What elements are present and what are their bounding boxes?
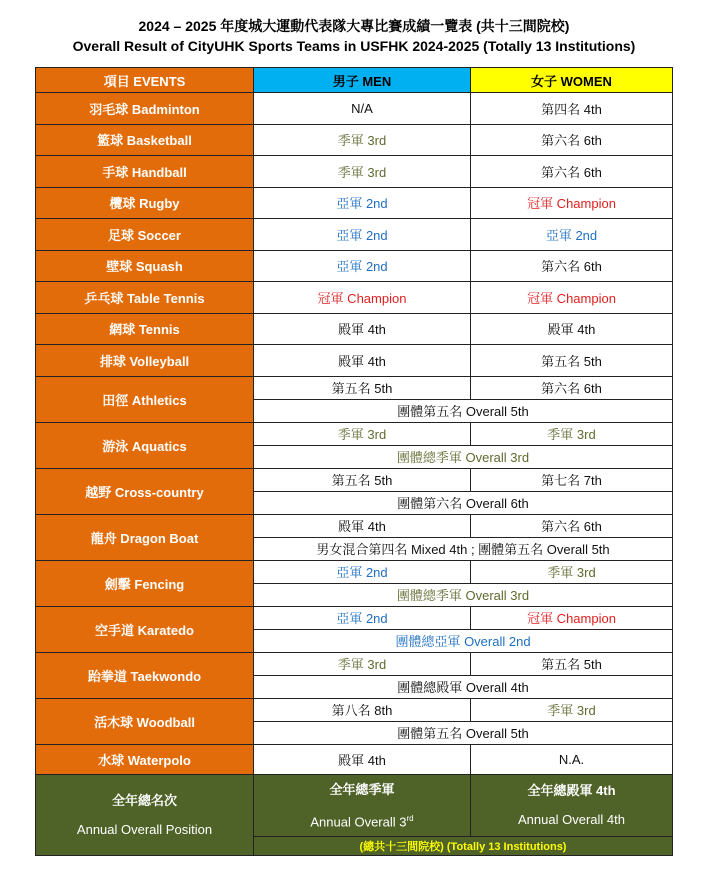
table-row bbox=[36, 219, 673, 251]
men-result: 殿軍 4th bbox=[254, 744, 471, 774]
event-name: 水球 Waterpolo bbox=[36, 744, 254, 774]
footer-note: (總共十三間院校) (Totally 13 Institutions) bbox=[254, 836, 673, 855]
footer-women-en: Annual Overall 4th bbox=[518, 812, 625, 828]
table-row bbox=[36, 313, 673, 345]
table-row bbox=[36, 156, 673, 188]
table-row bbox=[36, 652, 673, 675]
women-result: 第六名 6th bbox=[471, 376, 673, 399]
men-result: 亞軍 2nd bbox=[254, 560, 471, 583]
overall-result: 團體第五名 Overall 5th bbox=[254, 721, 673, 744]
footer-women bbox=[471, 774, 673, 836]
footer-label bbox=[36, 774, 254, 855]
women-result: 第六名 6th bbox=[471, 156, 673, 188]
event-name: 網球 Tennis bbox=[36, 313, 254, 345]
footer-women-zh: 全年總殿軍 4th bbox=[527, 783, 616, 799]
title-chinese: 2024 – 2025 年度城大運動代表隊大專比賽成績一覽表 (共十三間院校) bbox=[138, 18, 570, 34]
women-result: 冠軍 Champion bbox=[471, 187, 673, 219]
event-name: 空手道 Karatedo bbox=[36, 606, 254, 652]
overall-result: 團體第六名 Overall 6th bbox=[254, 491, 673, 514]
women-result: 亞軍 2nd bbox=[471, 219, 673, 251]
men-result: 季軍 3rd bbox=[254, 124, 471, 156]
women-result: 第六名 6th bbox=[471, 124, 673, 156]
table-row bbox=[36, 698, 673, 721]
men-result: 亞軍 2nd bbox=[254, 219, 471, 251]
men-result: 第八名 8th bbox=[254, 698, 471, 721]
event-name: 跆拳道 Taekwondo bbox=[36, 652, 254, 698]
overall-result: 團體總亞軍 Overall 2nd bbox=[254, 629, 673, 652]
table-row bbox=[36, 124, 673, 156]
footer-men-en-sup: rd bbox=[406, 813, 414, 823]
men-result: N/A bbox=[254, 93, 471, 125]
men-result: 亞軍 2nd bbox=[254, 250, 471, 282]
women-result: 冠軍 Champion bbox=[471, 282, 673, 314]
women-result: 第四名 4th bbox=[471, 93, 673, 125]
women-result: 季軍 3rd bbox=[471, 560, 673, 583]
men-result: 季軍 3rd bbox=[254, 652, 471, 675]
title-english: Overall Result of CityUHK Sports Teams in USFHK 2024-2025 (Totally 13 Institutions) bbox=[72, 38, 636, 54]
men-result: 季軍 3rd bbox=[254, 422, 471, 445]
women-result: 第七名 7th bbox=[471, 468, 673, 491]
overall-result: 團體總季軍 Overall 3rd bbox=[254, 445, 673, 468]
men-result: 殿軍 4th bbox=[254, 345, 471, 377]
table-row bbox=[36, 282, 673, 314]
table-row bbox=[36, 422, 673, 445]
footer-row bbox=[36, 774, 673, 836]
overall-result: 團體總季軍 Overall 3rd bbox=[254, 583, 673, 606]
women-result: 冠軍 Champion bbox=[471, 606, 673, 629]
men-result: 殿軍 4th bbox=[254, 313, 471, 345]
event-name: 籃球 Basketball bbox=[36, 124, 254, 156]
women-result: 季軍 3rd bbox=[471, 422, 673, 445]
overall-result: 男女混合第四名 Mixed 4th ; 團體第五名 Overall 5th bbox=[254, 537, 673, 560]
table-row bbox=[36, 250, 673, 282]
event-name: 手球 Handball bbox=[36, 156, 254, 188]
event-name: 越野 Cross-country bbox=[36, 468, 254, 514]
table-row bbox=[36, 345, 673, 377]
women-result: 季軍 3rd bbox=[471, 698, 673, 721]
men-result: 第五名 5th bbox=[254, 468, 471, 491]
women-result: 第六名 6th bbox=[471, 514, 673, 537]
event-name: 乒乓球 Table Tennis bbox=[36, 282, 254, 314]
women-result: 第五名 5th bbox=[471, 345, 673, 377]
table-row bbox=[36, 93, 673, 125]
men-result: 亞軍 2nd bbox=[254, 606, 471, 629]
results-table bbox=[35, 67, 673, 856]
footer-men bbox=[254, 774, 471, 836]
event-name: 活木球 Woodball bbox=[36, 698, 254, 744]
men-result: 第五名 5th bbox=[254, 376, 471, 399]
event-name: 足球 Soccer bbox=[36, 219, 254, 251]
header-events: 項目 EVENTS bbox=[36, 68, 254, 93]
table-row bbox=[36, 744, 673, 774]
event-name: 排球 Volleyball bbox=[36, 345, 254, 377]
table-row bbox=[36, 560, 673, 583]
event-name: 游泳 Aquatics bbox=[36, 422, 254, 468]
event-name: 龍舟 Dragon Boat bbox=[36, 514, 254, 560]
footer-label-zh: 全年總名次 bbox=[111, 792, 177, 808]
women-result: 殿軍 4th bbox=[471, 313, 673, 345]
event-name: 田徑 Athletics bbox=[36, 376, 254, 422]
footer-label-en: Annual Overall Position bbox=[76, 821, 213, 837]
event-name: 壁球 Squash bbox=[36, 250, 254, 282]
table-row bbox=[36, 514, 673, 537]
men-result: 冠軍 Champion bbox=[254, 282, 471, 314]
footer-men-en: Annual Overall 3 bbox=[310, 813, 407, 829]
event-name: 劍擊 Fencing bbox=[36, 560, 254, 606]
women-result: 第六名 6th bbox=[471, 250, 673, 282]
table-row bbox=[36, 187, 673, 219]
men-result: 亞軍 2nd bbox=[254, 187, 471, 219]
men-result: 殿軍 4th bbox=[254, 514, 471, 537]
women-result: N.A. bbox=[471, 744, 673, 774]
women-result: 第五名 5th bbox=[471, 652, 673, 675]
header-men: 男子 MEN bbox=[254, 68, 471, 93]
footer-men-zh: 全年總季軍 bbox=[329, 781, 395, 797]
header-women: 女子 WOMEN bbox=[471, 68, 673, 93]
overall-result: 團體總殿軍 Overall 4th bbox=[254, 675, 673, 698]
event-name: 欖球 Rugby bbox=[36, 187, 254, 219]
table-row bbox=[36, 468, 673, 491]
table-row bbox=[36, 376, 673, 399]
table-header-row bbox=[36, 68, 673, 93]
event-name: 羽毛球 Badminton bbox=[36, 93, 254, 125]
table-row bbox=[36, 606, 673, 629]
men-result: 季軍 3rd bbox=[254, 156, 471, 188]
overall-result: 團體第五名 Overall 5th bbox=[254, 399, 673, 422]
